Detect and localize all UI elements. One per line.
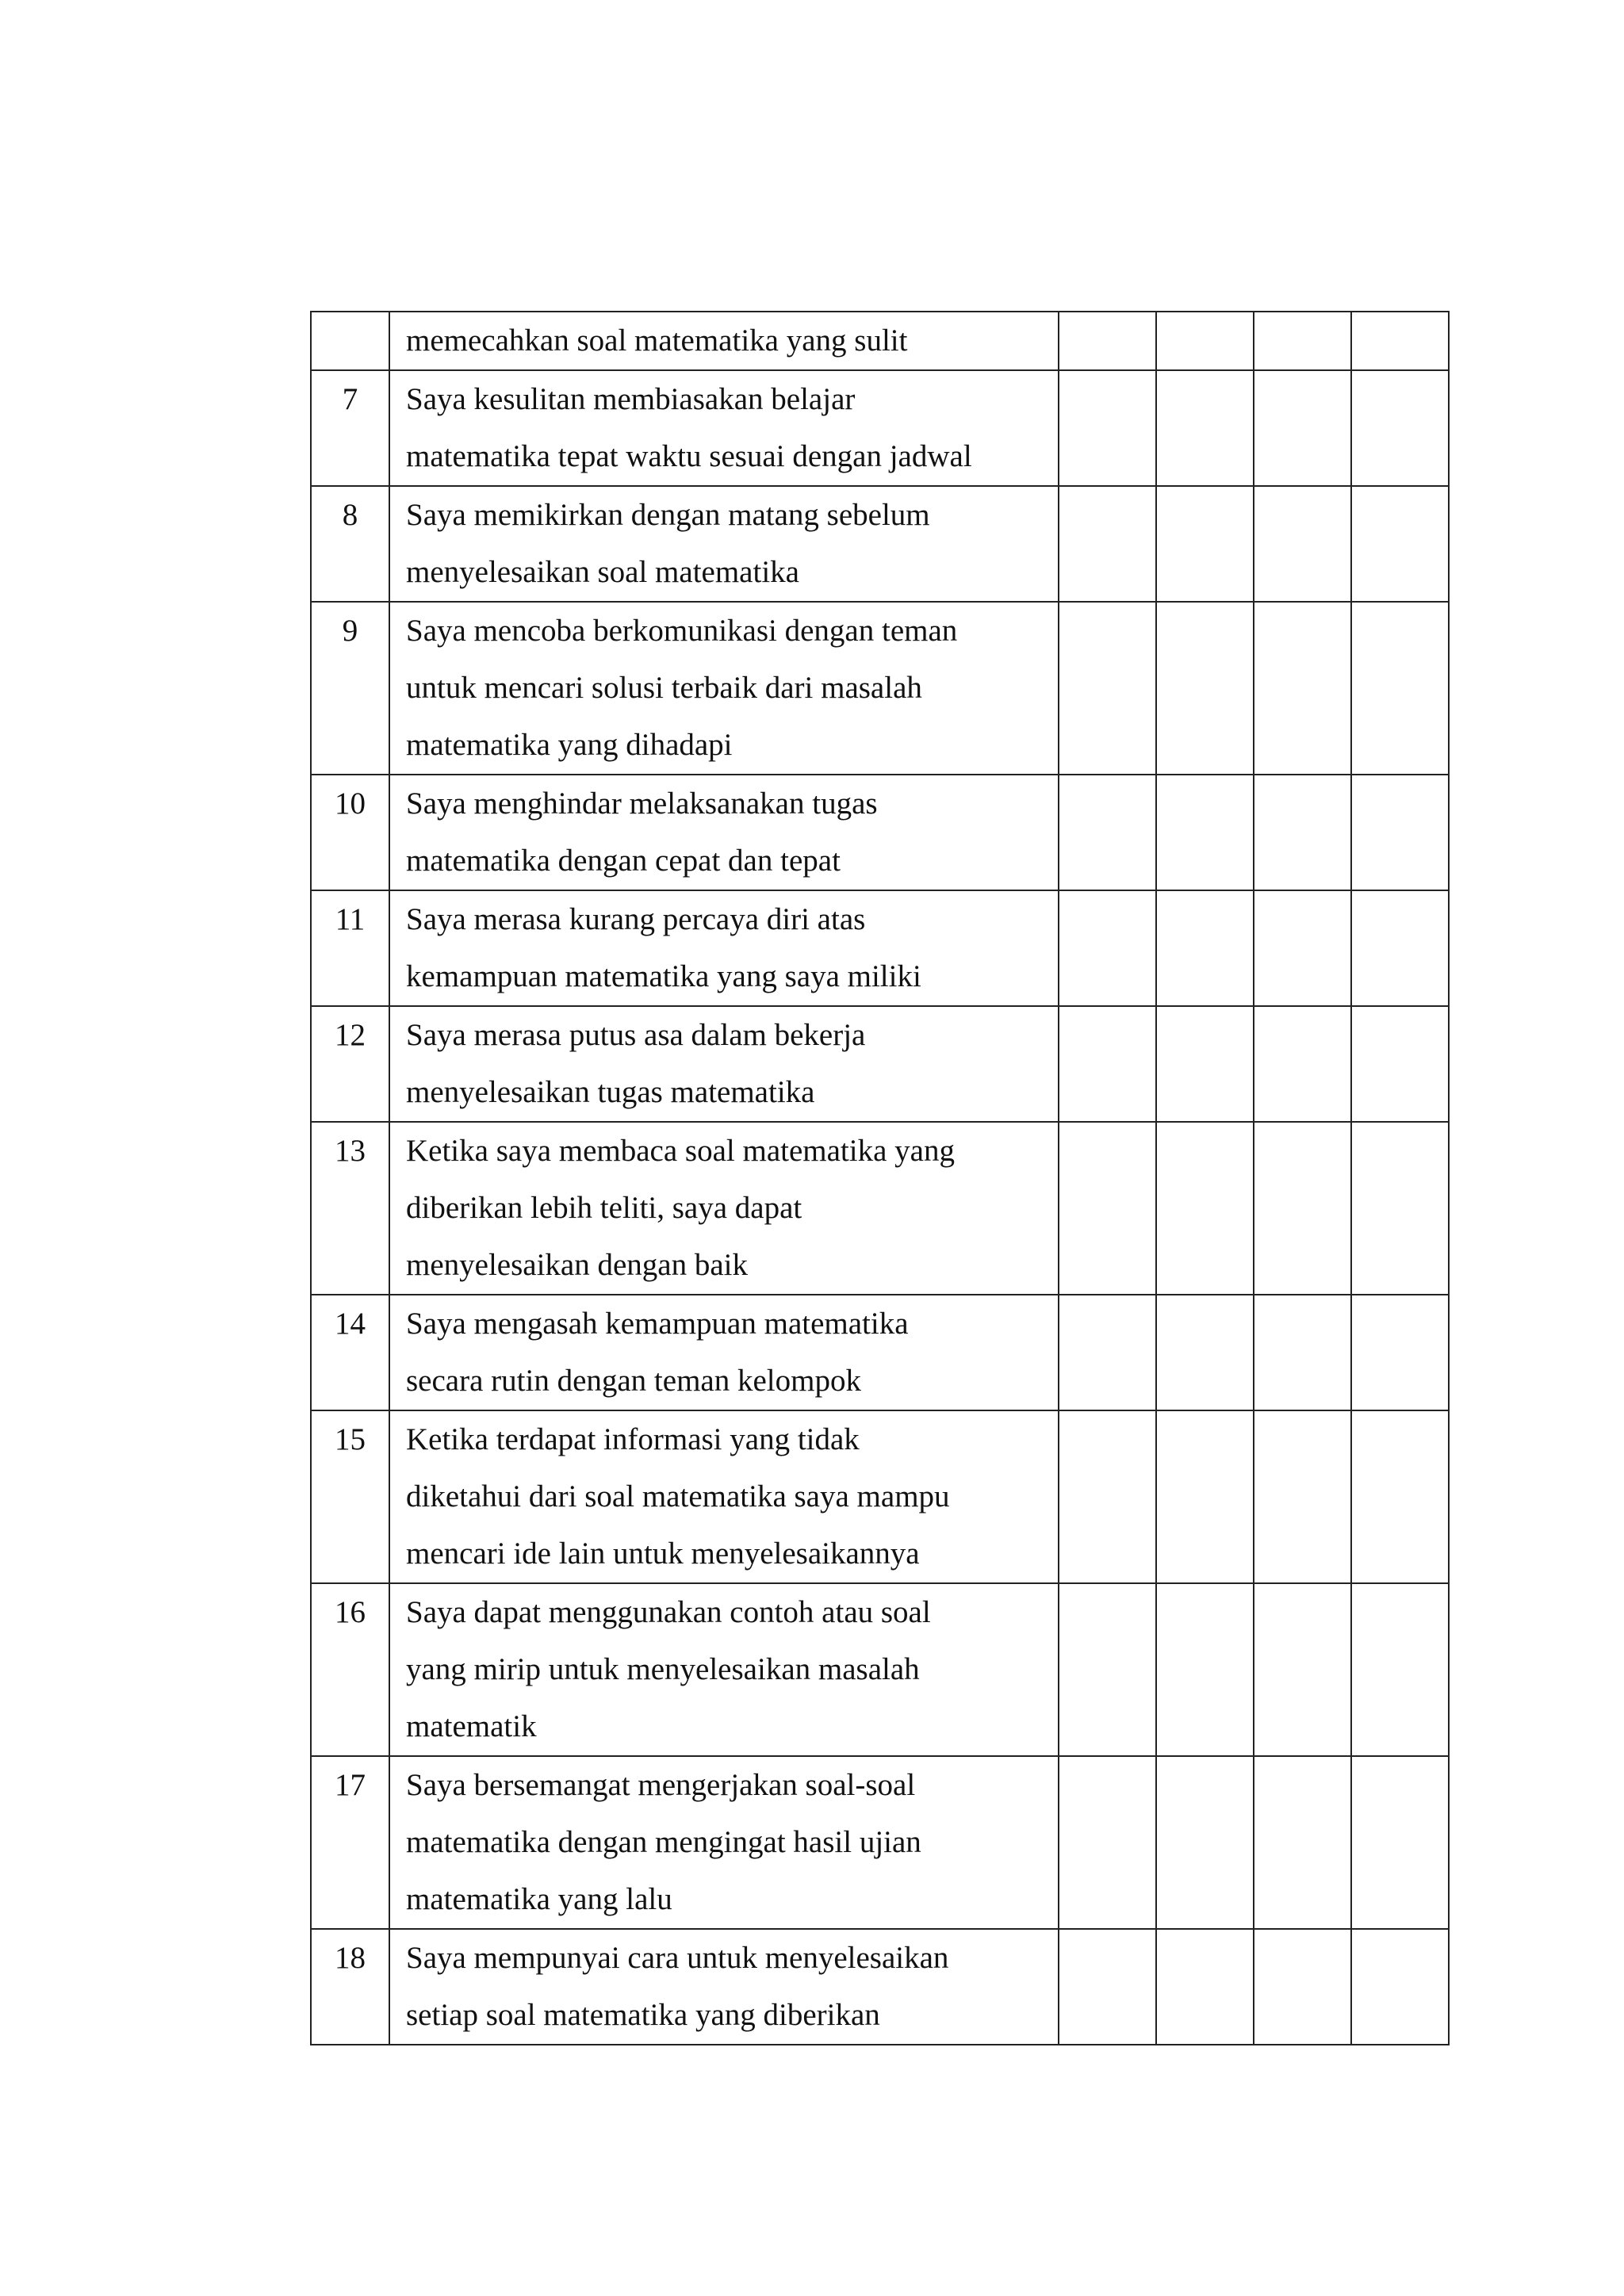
item-number: 13 xyxy=(311,1122,389,1295)
statement-text: matematika dengan mengingat hasil ujian xyxy=(406,1825,921,1859)
response-cell[interactable] xyxy=(1156,1756,1254,1929)
response-cell[interactable] xyxy=(1254,312,1351,370)
response-cell[interactable] xyxy=(1059,370,1156,486)
response-cell[interactable] xyxy=(1156,486,1254,602)
statement-cell xyxy=(389,312,1059,370)
statement-text: Saya merasa putus asa dalam bekerja xyxy=(406,1018,866,1052)
table-row xyxy=(311,1583,1449,1756)
response-cell[interactable] xyxy=(1351,1122,1449,1295)
statement-cell xyxy=(389,602,1059,775)
item-number: 9 xyxy=(311,602,389,775)
statement-text: menyelesaikan dengan baik xyxy=(406,1248,748,1282)
response-cell[interactable] xyxy=(1254,486,1351,602)
statement-text: Saya kesulitan membiasakan belajar xyxy=(406,382,856,416)
statement-text: setiap soal matematika yang diberikan xyxy=(406,1998,880,2032)
statement-text: diberikan lebih teliti, saya dapat xyxy=(406,1191,802,1225)
statement-text: secara rutin dengan teman kelompok xyxy=(406,1364,861,1398)
statement-text: memecahkan soal matematika yang sulit xyxy=(406,323,908,358)
response-cell[interactable] xyxy=(1156,1122,1254,1295)
response-cell[interactable] xyxy=(1351,602,1449,775)
response-cell[interactable] xyxy=(1351,1583,1449,1756)
statement-text: matematika tepat waktu sesuai dengan jadwal xyxy=(406,439,972,473)
statement-text: untuk mencari solusi terbaik dari masalah xyxy=(406,671,922,705)
table-row xyxy=(311,1929,1449,2045)
item-number: 18 xyxy=(311,1929,389,2045)
response-cell[interactable] xyxy=(1059,1583,1156,1756)
response-cell[interactable] xyxy=(1156,890,1254,1006)
statement-text: matematik xyxy=(406,1709,537,1743)
response-cell[interactable] xyxy=(1156,1410,1254,1583)
statement-text: Saya merasa kurang percaya diri atas xyxy=(406,902,866,936)
response-cell[interactable] xyxy=(1254,1583,1351,1756)
table-row xyxy=(311,1410,1449,1583)
response-cell[interactable] xyxy=(1059,486,1156,602)
response-cell[interactable] xyxy=(1254,1410,1351,1583)
response-cell[interactable] xyxy=(1156,1295,1254,1410)
statement-cell xyxy=(389,1929,1059,2045)
response-cell[interactable] xyxy=(1254,890,1351,1006)
item-number: 16 xyxy=(311,1583,389,1756)
table-row xyxy=(311,370,1449,486)
statement-cell xyxy=(389,775,1059,890)
response-cell[interactable] xyxy=(1156,312,1254,370)
response-cell[interactable] xyxy=(1059,1295,1156,1410)
response-cell[interactable] xyxy=(1351,890,1449,1006)
table-row xyxy=(311,1122,1449,1295)
table-row xyxy=(311,1295,1449,1410)
item-number: 17 xyxy=(311,1756,389,1929)
statement-text: Saya mempunyai cara untuk menyelesaikan xyxy=(406,1941,949,1975)
statement-text: Saya mengasah kemampuan matematika xyxy=(406,1307,909,1341)
response-cell[interactable] xyxy=(1254,1756,1351,1929)
questionnaire-table xyxy=(310,311,1450,2045)
response-cell[interactable] xyxy=(1059,1756,1156,1929)
statement-cell xyxy=(389,1410,1059,1583)
statement-cell xyxy=(389,1583,1059,1756)
statement-text: Ketika terdapat informasi yang tidak xyxy=(406,1422,860,1456)
table-row xyxy=(311,1006,1449,1122)
statement-cell xyxy=(389,890,1059,1006)
response-cell[interactable] xyxy=(1156,775,1254,890)
response-cell[interactable] xyxy=(1351,486,1449,602)
statement-text: Ketika saya membaca soal matematika yang xyxy=(406,1134,955,1168)
table-row xyxy=(311,890,1449,1006)
statement-cell xyxy=(389,370,1059,486)
statement-text: menyelesaikan soal matematika xyxy=(406,555,799,589)
statement-text: mencari ide lain untuk menyelesaikannya xyxy=(406,1536,920,1571)
statement-cell xyxy=(389,1122,1059,1295)
statement-text: kemampuan matematika yang saya miliki xyxy=(406,959,921,993)
table-row xyxy=(311,312,1449,370)
response-cell[interactable] xyxy=(1254,1929,1351,2045)
response-cell[interactable] xyxy=(1156,1929,1254,2045)
item-number: 8 xyxy=(311,486,389,602)
response-cell[interactable] xyxy=(1254,1006,1351,1122)
statement-text: matematika dengan cepat dan tepat xyxy=(406,844,841,878)
questionnaire-table-body xyxy=(311,312,1449,2045)
response-cell[interactable] xyxy=(1059,1929,1156,2045)
response-cell[interactable] xyxy=(1059,775,1156,890)
response-cell[interactable] xyxy=(1156,602,1254,775)
statement-text: Saya dapat menggunakan contoh atau soal xyxy=(406,1595,931,1629)
response-cell[interactable] xyxy=(1351,775,1449,890)
response-cell[interactable] xyxy=(1059,890,1156,1006)
statement-text: matematika yang dihadapi xyxy=(406,728,733,762)
table-row xyxy=(311,775,1449,890)
response-cell[interactable] xyxy=(1156,1583,1254,1756)
response-cell[interactable] xyxy=(1254,602,1351,775)
item-number: 7 xyxy=(311,370,389,486)
response-cell[interactable] xyxy=(1059,1006,1156,1122)
response-cell[interactable] xyxy=(1059,1122,1156,1295)
response-cell[interactable] xyxy=(1059,602,1156,775)
response-cell[interactable] xyxy=(1351,1756,1449,1929)
response-cell[interactable] xyxy=(1059,1410,1156,1583)
response-cell[interactable] xyxy=(1254,1295,1351,1410)
response-cell[interactable] xyxy=(1254,1122,1351,1295)
response-cell[interactable] xyxy=(1351,1410,1449,1583)
response-cell[interactable] xyxy=(1351,1929,1449,2045)
response-cell[interactable] xyxy=(1351,312,1449,370)
item-number xyxy=(311,312,389,370)
item-number: 14 xyxy=(311,1295,389,1410)
item-number: 10 xyxy=(311,775,389,890)
response-cell[interactable] xyxy=(1254,370,1351,486)
statement-text: Saya menghindar melaksanakan tugas xyxy=(406,786,878,821)
statement-text: matematika yang lalu xyxy=(406,1882,672,1916)
response-cell[interactable] xyxy=(1156,1006,1254,1122)
statement-text: Saya memikirkan dengan matang sebelum xyxy=(406,498,930,532)
item-number: 15 xyxy=(311,1410,389,1583)
response-cell[interactable] xyxy=(1254,775,1351,890)
statement-cell xyxy=(389,486,1059,602)
item-number: 12 xyxy=(311,1006,389,1122)
item-number: 11 xyxy=(311,890,389,1006)
statement-cell xyxy=(389,1006,1059,1122)
statement-text: Saya bersemangat mengerjakan soal-soal xyxy=(406,1768,916,1802)
table-row xyxy=(311,486,1449,602)
statement-text: Saya mencoba berkomunikasi dengan teman xyxy=(406,614,958,648)
statement-text: menyelesaikan tugas matematika xyxy=(406,1075,815,1109)
table-row xyxy=(311,1756,1449,1929)
statement-text: yang mirip untuk menyelesaikan masalah xyxy=(406,1652,920,1686)
response-cell[interactable] xyxy=(1351,1295,1449,1410)
table-row xyxy=(311,602,1449,775)
statement-cell xyxy=(389,1756,1059,1929)
statement-cell xyxy=(389,1295,1059,1410)
response-cell[interactable] xyxy=(1156,370,1254,486)
response-cell[interactable] xyxy=(1059,312,1156,370)
response-cell[interactable] xyxy=(1351,1006,1449,1122)
response-cell[interactable] xyxy=(1351,370,1449,486)
statement-text: diketahui dari soal matematika saya mampu xyxy=(406,1479,950,1513)
